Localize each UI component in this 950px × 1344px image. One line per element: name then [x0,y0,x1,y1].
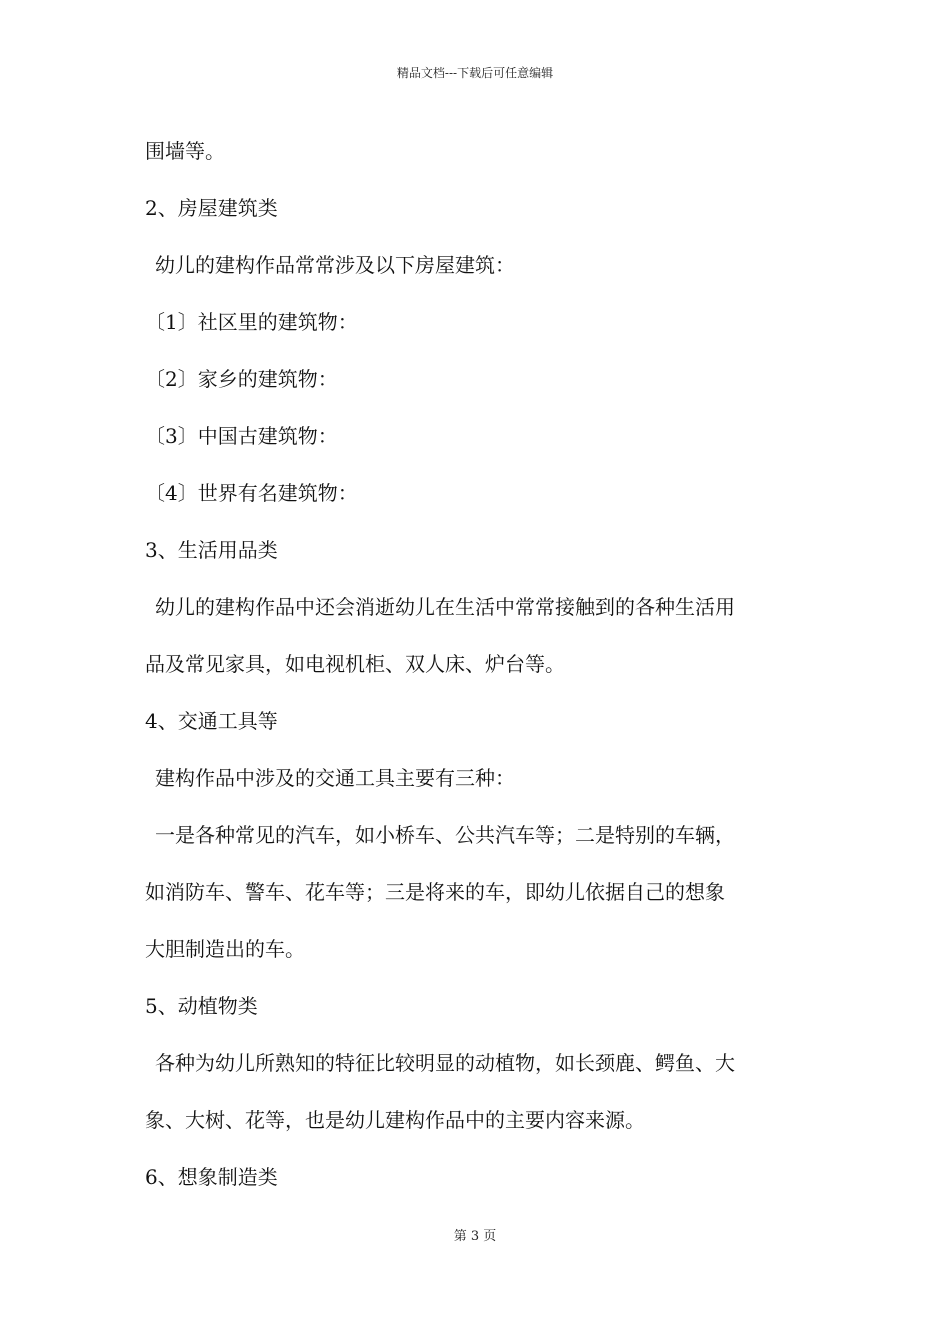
paragraph-line: 品及常见家具，如电视机柜、双人床、炉台等。 [145,652,565,676]
paragraph-line: 幼儿的建构作品中还会消逝幼儿在生活中常常接触到的各种生活用 [155,595,735,619]
list-item: 〔3〕中国古建筑物： [145,424,338,448]
page-number: 第 3 页 [453,1229,497,1244]
list-item: 〔2〕家乡的建筑物： [145,367,338,391]
paragraph-line: 大胆制造出的车。 [145,937,305,961]
section-heading: 3、生活用品类 [145,538,278,562]
paragraph-line: 如消防车、警车、花车等；三是将来的车，即幼儿依据自己的想象 [145,880,725,904]
section-heading: 6、想象制造类 [145,1165,278,1189]
paragraph-line: 象、大树、花等，也是幼儿建构作品中的主要内容来源。 [145,1108,645,1132]
paragraph-line: 各种为幼儿所熟知的特征比较明显的动植物，如长颈鹿、鳄鱼、大 [155,1051,735,1075]
paragraph-line: 围墙等。 [145,139,225,163]
section-heading: 5、动植物类 [145,994,258,1018]
section-heading: 2、房屋建筑类 [145,196,278,220]
section-heading: 4、交通工具等 [145,709,278,733]
list-item: 〔1〕社区里的建筑物： [145,310,358,334]
page-header: 精品文档---下载后可任意编辑 [396,66,554,80]
paragraph-line: 建构作品中涉及的交通工具主要有三种： [155,766,515,790]
paragraph-line: 幼儿的建构作品常常涉及以下房屋建筑： [155,253,515,277]
document-body [145,123,815,1206]
list-item: 〔4〕世界有名建筑物： [145,481,358,505]
paragraph-line: 一是各种常见的汽车，如小桥车、公共汽车等；二是特别的车辆， [155,823,735,847]
